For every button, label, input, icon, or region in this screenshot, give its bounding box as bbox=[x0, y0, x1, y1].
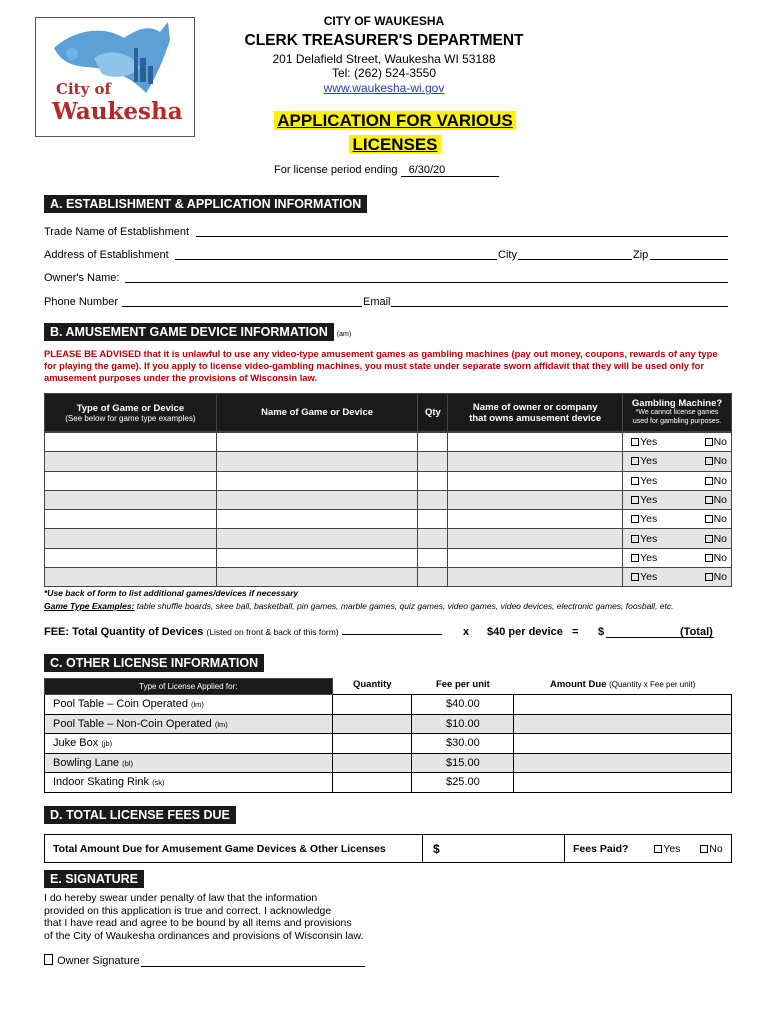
license-col-fee: Fee per unit bbox=[435, 678, 490, 690]
gambling-choice-cell bbox=[623, 490, 732, 509]
game-examples-text: table shuffle boards, skee ball, basketball, pin games, marble games, quiz games, video games, video devices, electronic games, foosball, etc. bbox=[134, 601, 674, 611]
license-type-name: Indoor Skating Rink bbox=[53, 776, 149, 789]
section-b-note: (am) bbox=[334, 331, 351, 338]
col-owner-line1: Name of owner or company bbox=[472, 401, 598, 413]
email-field[interactable] bbox=[391, 306, 728, 307]
device-row bbox=[45, 471, 732, 490]
license-type-cell bbox=[45, 695, 333, 715]
gambling-no-checkbox[interactable] bbox=[705, 436, 727, 448]
device-owner-field[interactable] bbox=[448, 433, 623, 452]
gambling-no-label: No bbox=[713, 455, 727, 468]
device-owner-field[interactable] bbox=[448, 568, 623, 587]
col-owner-header bbox=[448, 394, 623, 432]
gambling-yes-checkbox[interactable] bbox=[631, 533, 657, 545]
gambling-no-checkbox[interactable] bbox=[705, 513, 727, 525]
fee-label: FEE: Total Quantity of Devices bbox=[44, 626, 204, 638]
phone-field[interactable] bbox=[122, 306, 362, 307]
form-title-line1: APPLICATION FOR VARIOUS bbox=[274, 111, 516, 130]
device-type-field[interactable] bbox=[45, 548, 217, 567]
gambling-yes-label: Yes bbox=[640, 532, 658, 545]
section-b-heading bbox=[44, 323, 351, 341]
license-row bbox=[45, 695, 732, 715]
license-fee-cell: $40.00 bbox=[412, 695, 514, 715]
device-row bbox=[45, 433, 732, 452]
license-type-code: (sk) bbox=[152, 778, 165, 788]
gambling-yes-label: Yes bbox=[640, 436, 658, 449]
fees-paid-no-label: No bbox=[709, 842, 723, 855]
back-of-form-note: *Use back of form to list additional games/devices if necessary bbox=[44, 588, 299, 598]
form-title-line2: LICENSES bbox=[349, 135, 440, 154]
owner-name-label: Owner's Name: bbox=[44, 272, 120, 284]
fee-per-device: $40 per device bbox=[487, 626, 563, 638]
fees-paid-cell bbox=[565, 835, 732, 863]
device-name-field[interactable] bbox=[216, 548, 418, 567]
gambling-choice-cell bbox=[623, 433, 732, 452]
gambling-warning: PLEASE BE ADVISED that it is unlawful to use any video-type amusement games as gambling machines (pay out money, coupons, rewards of any type for playing the game). If you apply to license video-gambling machines, you must state under separate sworn affidavit that they will be used only for amusement purposes under the provisions of Wisconsin law. bbox=[44, 348, 718, 383]
fees-paid-yes-checkbox[interactable] bbox=[654, 843, 680, 855]
device-name-field[interactable] bbox=[216, 510, 418, 529]
oath-line-1: I do hereby swear under penalty of law that the information bbox=[44, 892, 318, 904]
device-owner-field[interactable] bbox=[448, 548, 623, 567]
fees-paid-label: Fees Paid? bbox=[573, 842, 629, 855]
license-type-name: Pool Table – Non-Coin Operated bbox=[53, 717, 212, 730]
license-type-code: (lm) bbox=[191, 700, 204, 710]
gambling-no-checkbox[interactable] bbox=[705, 552, 727, 564]
signature-row bbox=[44, 954, 140, 967]
device-qty-field[interactable] bbox=[418, 548, 448, 567]
license-qty-field[interactable] bbox=[332, 714, 412, 734]
logo-text-waukesha: Waukesha bbox=[52, 98, 183, 125]
gambling-yes-checkbox[interactable] bbox=[631, 571, 657, 583]
gambling-no-checkbox[interactable] bbox=[705, 571, 727, 583]
gambling-yes-checkbox[interactable] bbox=[631, 552, 657, 564]
signature-field[interactable] bbox=[141, 966, 365, 967]
col-gambling-sub: *We cannot license games used for gambling purposes. bbox=[632, 409, 722, 425]
gambling-no-label: No bbox=[713, 474, 727, 487]
device-owner-field[interactable] bbox=[448, 490, 623, 509]
gambling-no-checkbox[interactable] bbox=[705, 533, 727, 545]
license-col-amount-sub: (Quantity x Fee per unit) bbox=[609, 679, 696, 689]
device-type-field[interactable] bbox=[45, 433, 217, 452]
license-period-label: For license period ending bbox=[274, 164, 398, 176]
section-e-heading: E. SIGNATURE bbox=[44, 870, 144, 888]
license-qty-field[interactable] bbox=[332, 734, 412, 754]
signature-checkbox[interactable] bbox=[44, 954, 53, 965]
total-label: Total Amount Due for Amusement Game Devices & Other Licenses bbox=[45, 835, 423, 863]
col-name-header: Name of Game or Device bbox=[216, 394, 418, 432]
header-dept: CLERK TREASURER'S DEPARTMENT bbox=[244, 32, 524, 49]
license-type-name: Pool Table – Coin Operated bbox=[53, 698, 188, 711]
gambling-no-checkbox[interactable] bbox=[705, 455, 727, 467]
device-qty-field[interactable] bbox=[418, 471, 448, 490]
license-qty-field[interactable] bbox=[332, 695, 412, 715]
license-type-cell bbox=[45, 773, 333, 793]
fee-sub: (Listed on front & back of this form) bbox=[206, 627, 339, 637]
device-row bbox=[45, 490, 732, 509]
gambling-no-label: No bbox=[713, 436, 727, 449]
license-type-code: (jb) bbox=[101, 739, 113, 749]
gambling-choice-cell bbox=[623, 510, 732, 529]
gambling-no-label: No bbox=[713, 532, 727, 545]
email-label: Email bbox=[363, 296, 391, 308]
gambling-no-label: No bbox=[713, 571, 727, 584]
gambling-yes-label: Yes bbox=[640, 571, 658, 584]
gambling-no-label: No bbox=[713, 551, 727, 564]
license-col-type: Type of License Applied for: bbox=[45, 679, 333, 695]
col-type-title: Type of Game or Device bbox=[76, 402, 185, 414]
device-type-field[interactable] bbox=[45, 452, 217, 471]
device-qty-field[interactable] bbox=[418, 510, 448, 529]
device-row bbox=[45, 548, 732, 567]
section-c-heading: C. OTHER LICENSE INFORMATION bbox=[44, 654, 264, 672]
gambling-yes-checkbox[interactable] bbox=[631, 436, 657, 448]
device-name-field[interactable] bbox=[216, 471, 418, 490]
logo-text-city-of: City of bbox=[56, 80, 111, 98]
license-row bbox=[45, 753, 732, 773]
address-label: Address of Establishment bbox=[44, 249, 169, 261]
device-row bbox=[45, 452, 732, 471]
device-type-field[interactable] bbox=[45, 568, 217, 587]
device-row bbox=[45, 510, 732, 529]
device-type-field[interactable] bbox=[45, 510, 217, 529]
gambling-no-checkbox[interactable] bbox=[705, 475, 727, 487]
license-col-qty: Quantity bbox=[352, 678, 392, 690]
total-table bbox=[44, 834, 732, 863]
fee-total-label: (Total) bbox=[680, 626, 713, 638]
fees-paid-yes-label: Yes bbox=[663, 842, 681, 855]
license-col-amount bbox=[514, 679, 732, 695]
header-city: CITY OF WAUKESHA bbox=[323, 14, 445, 28]
device-owner-field[interactable] bbox=[448, 471, 623, 490]
license-row bbox=[45, 773, 732, 793]
license-qty-field[interactable] bbox=[332, 753, 412, 773]
license-amount-field[interactable] bbox=[514, 773, 732, 793]
device-name-field[interactable] bbox=[216, 433, 418, 452]
col-gambling-title: Gambling Machine? bbox=[631, 398, 723, 409]
license-fee-cell: $25.00 bbox=[412, 773, 514, 793]
gambling-yes-label: Yes bbox=[640, 474, 658, 487]
license-fee-cell: $30.00 bbox=[412, 734, 514, 754]
license-amount-field[interactable] bbox=[514, 753, 732, 773]
col-owner-line2: that owns amusement device bbox=[469, 412, 602, 424]
form-title bbox=[250, 111, 540, 159]
device-type-field[interactable] bbox=[45, 529, 217, 548]
signature-label: Owner Signature bbox=[57, 955, 140, 967]
gambling-no-label: No bbox=[713, 494, 727, 507]
license-fee-cell: $10.00 bbox=[412, 714, 514, 734]
fee-quantity-field[interactable] bbox=[342, 634, 442, 635]
gambling-yes-label: Yes bbox=[640, 494, 658, 507]
device-qty-field[interactable] bbox=[418, 452, 448, 471]
device-row bbox=[45, 568, 732, 587]
zip-label: Zip bbox=[633, 249, 649, 261]
section-d-heading: D. TOTAL LICENSE FEES DUE bbox=[44, 806, 236, 824]
device-qty-field[interactable] bbox=[418, 568, 448, 587]
device-owner-field[interactable] bbox=[448, 452, 623, 471]
section-a-heading: A. ESTABLISHMENT & APPLICATION INFORMATION bbox=[44, 195, 367, 213]
game-examples bbox=[44, 601, 674, 611]
license-period-value[interactable]: 6/30/20 bbox=[401, 164, 499, 177]
total-amount-field[interactable] bbox=[423, 835, 565, 863]
license-type-cell bbox=[45, 753, 333, 773]
header-address: 201 Delafield Street, Waukesha WI 53188 bbox=[272, 52, 496, 66]
header-tel: Tel: (262) 524-3550 bbox=[331, 66, 437, 80]
fee-dollar: $ bbox=[598, 626, 605, 638]
oath-line-2: provided on this application is true and correct. I acknowledge bbox=[44, 904, 332, 917]
license-row bbox=[45, 714, 732, 734]
license-type-name: Bowling Lane bbox=[53, 756, 120, 769]
gambling-choice-cell bbox=[623, 471, 732, 490]
gambling-yes-label: Yes bbox=[640, 455, 658, 468]
city-field[interactable] bbox=[518, 259, 632, 260]
license-col-amount-title: Amount Due bbox=[549, 678, 607, 690]
section-b-title: B. AMUSEMENT GAME DEVICE INFORMATION bbox=[44, 323, 334, 341]
city-logo bbox=[35, 17, 195, 137]
fee-equals: = bbox=[572, 626, 579, 638]
col-gambling-header bbox=[623, 394, 732, 432]
col-type-sub: (See below for game type examples) bbox=[65, 413, 196, 423]
gambling-yes-checkbox[interactable] bbox=[631, 494, 657, 506]
gambling-yes-checkbox[interactable] bbox=[631, 455, 657, 467]
gambling-no-checkbox[interactable] bbox=[705, 494, 727, 506]
license-qty-field[interactable] bbox=[332, 773, 412, 793]
fee-times: x bbox=[463, 626, 470, 638]
oath-line-3: that I have read and agree to be bound by all items and provisions bbox=[44, 917, 352, 929]
oath-line-4: of the City of Waukesha ordinances and provisions of Wisconsin law. bbox=[44, 929, 364, 942]
oath-text bbox=[44, 892, 363, 942]
gambling-choice-cell bbox=[623, 568, 732, 587]
device-name-field[interactable] bbox=[216, 452, 418, 471]
license-period bbox=[274, 164, 499, 177]
license-fee-cell: $15.00 bbox=[412, 753, 514, 773]
owner-name-field[interactable] bbox=[125, 282, 728, 283]
device-type-field[interactable] bbox=[45, 490, 217, 509]
license-amount-field[interactable] bbox=[514, 695, 732, 715]
device-rows bbox=[44, 432, 732, 587]
device-row bbox=[45, 529, 732, 548]
gambling-yes-label: Yes bbox=[640, 513, 658, 526]
gambling-yes-label: Yes bbox=[640, 551, 658, 564]
license-type-cell bbox=[45, 734, 333, 754]
address-field[interactable] bbox=[175, 259, 497, 260]
game-examples-label: Game Type Examples: bbox=[44, 601, 135, 611]
city-label: City bbox=[498, 249, 517, 261]
device-name-field[interactable] bbox=[216, 568, 418, 587]
device-table bbox=[44, 393, 732, 432]
zip-field[interactable] bbox=[650, 259, 728, 260]
device-qty-field[interactable] bbox=[418, 490, 448, 509]
device-owner-field[interactable] bbox=[448, 529, 623, 548]
gambling-choice-cell bbox=[623, 452, 732, 471]
trade-name-field[interactable] bbox=[196, 236, 728, 237]
license-amount-field[interactable] bbox=[514, 734, 732, 754]
license-type-code: (lm) bbox=[214, 719, 228, 729]
license-type-code: (bl) bbox=[122, 758, 133, 768]
gambling-yes-checkbox[interactable] bbox=[631, 475, 657, 487]
gambling-yes-checkbox[interactable] bbox=[631, 513, 657, 525]
col-type-header bbox=[45, 394, 217, 432]
device-owner-field[interactable] bbox=[448, 510, 623, 529]
trade-name-label: Trade Name of Establishment bbox=[44, 226, 190, 238]
col-qty-header: Qty bbox=[418, 394, 448, 432]
device-name-field[interactable] bbox=[216, 529, 418, 548]
phone-label: Phone Number bbox=[44, 296, 118, 308]
device-name-field[interactable] bbox=[216, 490, 418, 509]
device-type-field[interactable] bbox=[45, 471, 217, 490]
device-qty-field[interactable] bbox=[418, 529, 448, 548]
fees-paid-no-checkbox[interactable] bbox=[700, 843, 722, 855]
license-type-name: Juke Box bbox=[53, 737, 99, 750]
device-qty-field[interactable] bbox=[418, 433, 448, 452]
gambling-choice-cell bbox=[623, 548, 732, 567]
gambling-no-label: No bbox=[713, 513, 727, 526]
gambling-choice-cell bbox=[623, 529, 732, 548]
total-dollar: $ bbox=[433, 841, 440, 856]
license-amount-field[interactable] bbox=[514, 714, 732, 734]
header-website-link[interactable]: www.waukesha-wi.gov bbox=[323, 81, 445, 95]
license-type-cell bbox=[45, 714, 333, 734]
license-table bbox=[44, 678, 732, 793]
license-row bbox=[45, 734, 732, 754]
